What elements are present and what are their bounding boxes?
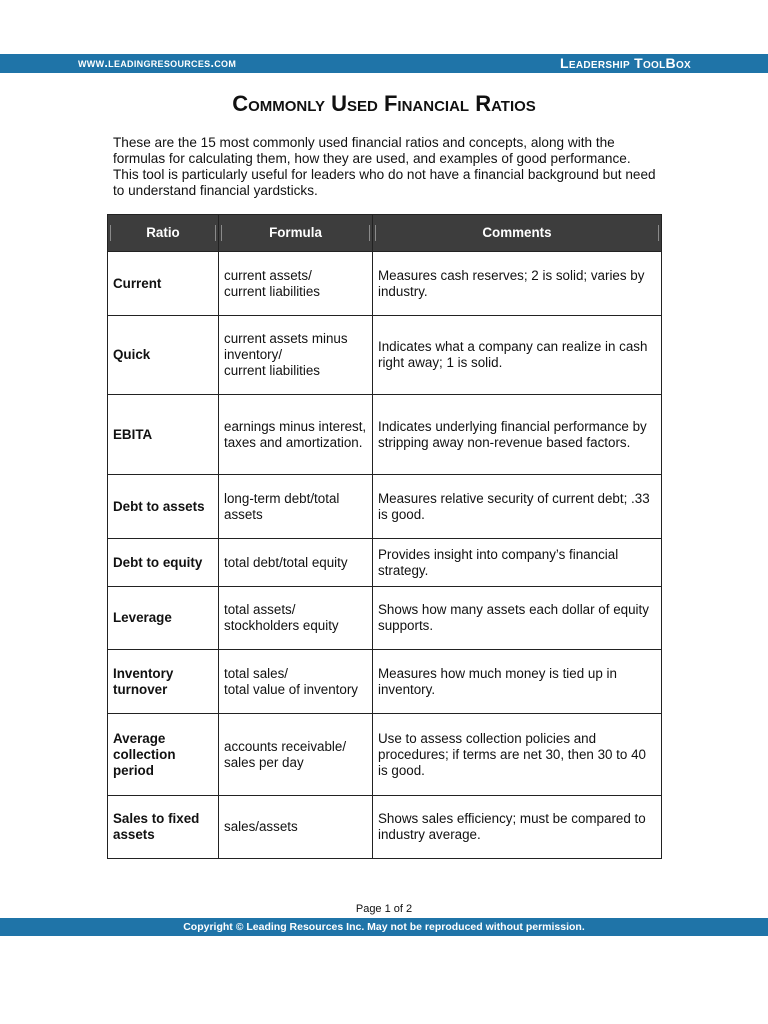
table-row [108, 252, 662, 316]
intro-paragraph: These are the 15 most commonly used financial ratios and concepts, along with the formulas for calculating them, how they are used, and examples of good performance. This tool is particularly useful for leaders who do not have a financial background but need to understand financial yardsticks. [113, 135, 656, 198]
ratio-formula: earnings minus interest, taxes and amortization. [219, 395, 373, 475]
ratio-comment: Measures relative security of current debt; .33 is good. [373, 475, 662, 539]
page-title: Commonly Used Financial Ratios [232, 91, 536, 116]
toolbox-label: Leadership ToolBox [560, 55, 691, 71]
ratio-comment: Measures how much money is tied up in inventory. [373, 650, 662, 714]
ratio-formula: accounts receivable/ sales per day [219, 714, 373, 796]
ratios-table [107, 214, 662, 859]
table-row [108, 475, 662, 539]
table-row [108, 395, 662, 475]
ratio-name: Inventory turnover [108, 650, 219, 714]
ratio-name: Debt to equity [108, 539, 219, 587]
ratio-comment: Use to assess collection policies and procedures; if terms are net 30, then 30 to 40 is good. [373, 714, 662, 796]
table-row [108, 587, 662, 650]
table-header-row [108, 215, 662, 252]
ratio-name: Quick [108, 316, 219, 395]
ratio-formula: total assets/ stockholders equity [219, 587, 373, 650]
table-row [108, 539, 662, 587]
ratio-comment: Measures cash reserves; 2 is solid; varies by industry. [373, 252, 662, 316]
ratio-comment: Provides insight into company’s financial strategy. [373, 539, 662, 587]
ratio-name: Debt to assets [108, 475, 219, 539]
ratio-formula: total sales/ total value of inventory [219, 650, 373, 714]
column-header-ratio: Ratio [108, 215, 219, 252]
ratio-comment: Shows how many assets each dollar of equity supports. [373, 587, 662, 650]
page-number: Page 1 of 2 [355, 903, 413, 915]
copyright-bar: Copyright © Leading Resources Inc. May not be reproduced without permission. [0, 918, 768, 936]
ratio-name: Leverage [108, 587, 219, 650]
ratio-formula: current assets/ current liabilities [219, 252, 373, 316]
ratio-name: EBITA [108, 395, 219, 475]
ratio-formula: current assets minus inventory/ current liabilities [219, 316, 373, 395]
ratio-name: Sales to fixed assets [108, 796, 219, 859]
ratio-name: Average collection period [108, 714, 219, 796]
table-row [108, 650, 662, 714]
ratio-comment: Indicates underlying financial performance by stripping away non-revenue based factors. [373, 395, 662, 475]
ratio-formula: total debt/total equity [219, 539, 373, 587]
table-row [108, 316, 662, 395]
table-row [108, 714, 662, 796]
website-link[interactable]: www.leadingresources.com [78, 56, 237, 70]
ratio-comment: Shows sales efficiency; must be compared to industry average. [373, 796, 662, 859]
column-header-comments: Comments [373, 215, 662, 252]
ratio-name: Current [108, 252, 219, 316]
ratio-comment: Indicates what a company can realize in cash right away; 1 is solid. [373, 316, 662, 395]
ratio-formula: long-term debt/total assets [219, 475, 373, 539]
header-bar [0, 54, 768, 73]
column-header-formula: Formula [219, 215, 373, 252]
table-row [108, 796, 662, 859]
ratio-formula: sales/assets [219, 796, 373, 859]
